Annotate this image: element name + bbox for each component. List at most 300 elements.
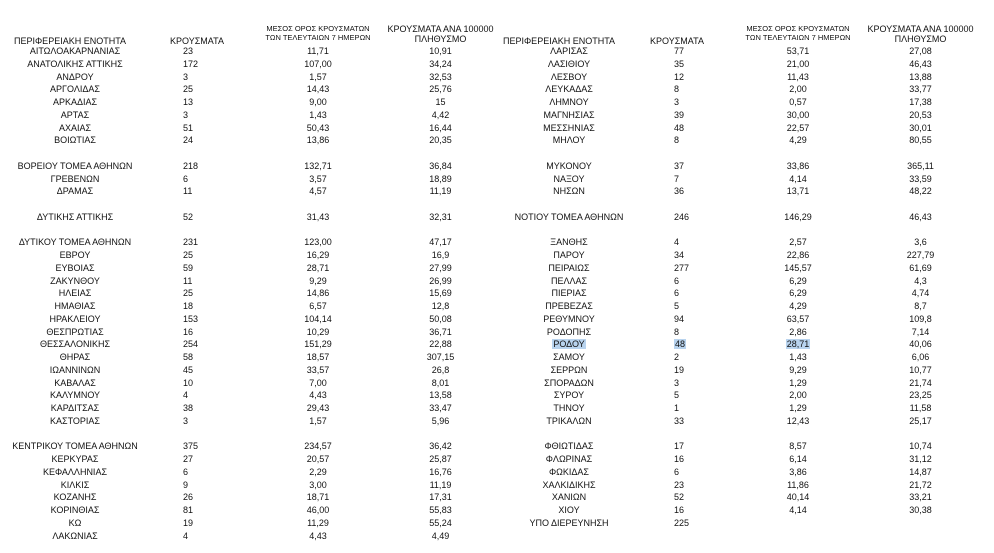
per-100k-value-text: 13,58 bbox=[429, 390, 452, 401]
region-name-text: ΒΟΙΩΤΙΑΣ bbox=[54, 135, 96, 146]
cases-value bbox=[674, 134, 679, 146]
cases-value bbox=[674, 249, 684, 261]
avg-7day-value-text: 1,43 bbox=[309, 109, 327, 120]
cases-value-text: 34 bbox=[674, 250, 685, 260]
region-name-text: ΚΙΛΚΙΣ bbox=[60, 479, 90, 490]
avg-7day-value-text: 4,14 bbox=[789, 505, 807, 515]
region-name-text: ΠΡΕΒΕΖΑΣ bbox=[545, 301, 593, 311]
per-100k-value bbox=[378, 326, 503, 338]
cases-value bbox=[183, 517, 193, 529]
cases-value bbox=[674, 160, 684, 172]
cases-value-text: 6 bbox=[183, 173, 189, 184]
avg-7day-value-text: 20,57 bbox=[306, 454, 330, 464]
region-name-text: ΓΡΕΒΕΝΩΝ bbox=[50, 173, 100, 184]
region-name-text: ΛΑΡΙΣΑΣ bbox=[550, 46, 588, 56]
cases-value-text: 153 bbox=[183, 313, 199, 324]
avg-7day-value-text: 4,43 bbox=[309, 390, 327, 401]
region-name bbox=[498, 351, 640, 363]
avg-7day-value-text: 9,29 bbox=[789, 364, 807, 375]
per-100k-value bbox=[858, 236, 983, 248]
cases-value bbox=[674, 377, 679, 389]
cases-value-text: 231 bbox=[183, 237, 199, 248]
per-100k-value-text: 34,24 bbox=[429, 58, 452, 69]
region-name bbox=[8, 249, 142, 261]
region-name bbox=[8, 71, 142, 83]
cases-value-text: 52 bbox=[183, 211, 194, 222]
per-100k-value bbox=[378, 109, 503, 121]
cases-value bbox=[674, 364, 684, 376]
avg-7day-value-text: 30,00 bbox=[786, 109, 810, 120]
avg-7day-value-text: 13,71 bbox=[786, 186, 810, 197]
per-100k-value-text: 13,88 bbox=[909, 71, 932, 82]
per-100k-value bbox=[378, 134, 503, 146]
per-100k-value bbox=[858, 109, 983, 121]
per-100k-value-text: 6,06 bbox=[911, 352, 930, 362]
avg-7day-value bbox=[738, 504, 858, 516]
avg-7day-value bbox=[738, 160, 858, 172]
avg-7day-value bbox=[738, 109, 858, 121]
avg-7day-value bbox=[738, 275, 858, 287]
per-100k-value-text: 4,42 bbox=[431, 109, 450, 120]
avg-7day-value bbox=[738, 351, 858, 363]
region-name bbox=[8, 160, 142, 172]
region-name bbox=[498, 134, 640, 146]
per-100k-value bbox=[378, 466, 503, 478]
avg-7day-value-text: 6,29 bbox=[789, 288, 807, 299]
per-100k-value-text: 109,8 bbox=[909, 313, 932, 324]
per-100k-value-text: 365,11 bbox=[907, 160, 934, 171]
per-100k-value-text: 32,53 bbox=[429, 71, 452, 82]
avg-7day-value bbox=[258, 275, 378, 287]
region-name-text: ΣΕΡΡΩΝ bbox=[550, 364, 588, 375]
avg-7day-value bbox=[738, 326, 858, 338]
region-name bbox=[8, 109, 142, 121]
per-100k-value bbox=[378, 122, 503, 134]
per-100k-value-text: 307,15 bbox=[426, 352, 455, 362]
cases-value bbox=[674, 504, 684, 516]
per-100k-value-text: 27,08 bbox=[909, 46, 932, 56]
avg-7day-value bbox=[258, 236, 378, 248]
cases-value-text: 11 bbox=[183, 275, 193, 286]
avg-7day-value-text: 2,57 bbox=[789, 237, 807, 248]
per-100k-value bbox=[378, 338, 503, 350]
region-name-text: ΜΑΓΝΗΣΙΑΣ bbox=[543, 109, 595, 120]
avg-7day-value bbox=[258, 160, 378, 172]
region-name bbox=[498, 45, 640, 57]
cases-value bbox=[183, 275, 192, 287]
header-region-left: ΠΕΡΙΦΕΡΕΙΑΚΗ ΕΝΟΤΗΤΑ bbox=[14, 36, 127, 46]
cases-value-text: 33 bbox=[674, 415, 685, 426]
region-name bbox=[498, 211, 640, 223]
per-100k-value-text: 11,58 bbox=[909, 403, 932, 413]
region-name-text: ΕΒΡΟΥ bbox=[59, 250, 91, 260]
header-region-right: ΠΕΡΙΦΕΡΕΙΑΚΗ ΕΝΟΤΗΤΑ bbox=[503, 36, 616, 46]
region-name bbox=[498, 236, 640, 248]
cases-value-text: 11 bbox=[183, 186, 193, 197]
region-name-text: ΧΙΟΥ bbox=[558, 505, 580, 515]
cases-value bbox=[183, 185, 192, 197]
per-100k-value-text: 15,69 bbox=[429, 288, 452, 299]
cases-value-text: 3 bbox=[183, 415, 189, 426]
region-name-text: ΦΛΩΡΙΝΑΣ bbox=[545, 454, 593, 464]
region-name-text: ΝΑΞΟΥ bbox=[553, 173, 585, 184]
per-100k-value bbox=[858, 96, 983, 108]
cases-value-text: 6 bbox=[674, 466, 680, 477]
per-100k-value bbox=[858, 134, 983, 146]
cases-value bbox=[183, 45, 193, 57]
avg-7day-value-text: 28,71 bbox=[306, 262, 330, 273]
region-name-text: ΠΑΡΟΥ bbox=[553, 250, 585, 260]
cases-value bbox=[183, 287, 193, 299]
per-100k-value-text: 32,31 bbox=[429, 211, 452, 222]
avg-7day-value-text: 33,86 bbox=[786, 160, 810, 171]
region-name bbox=[498, 160, 640, 172]
region-name-text: ΣΠΟΡΑΔΩΝ bbox=[544, 377, 594, 388]
cases-value bbox=[674, 275, 679, 287]
region-name bbox=[498, 453, 640, 465]
avg-7day-value bbox=[738, 122, 858, 134]
region-name-text: ΜΥΚΟΝΟΥ bbox=[546, 160, 592, 171]
region-name-text: ΣΥΡΟΥ bbox=[553, 390, 585, 401]
cases-value-text: 7 bbox=[674, 173, 680, 184]
avg-7day-value-text: 46,00 bbox=[306, 505, 330, 515]
cases-value bbox=[674, 415, 684, 427]
cases-value bbox=[183, 262, 193, 274]
cases-value-text: 16 bbox=[674, 505, 685, 515]
region-name bbox=[8, 58, 142, 70]
per-100k-value-text: 21,74 bbox=[909, 377, 932, 388]
per-100k-value bbox=[858, 160, 983, 172]
region-name bbox=[8, 326, 142, 338]
avg-7day-value bbox=[258, 313, 378, 325]
cases-value-text: 1 bbox=[674, 403, 680, 413]
region-name-text: ΗΛΕΙΑΣ bbox=[58, 288, 92, 299]
region-name bbox=[498, 109, 640, 121]
region-name bbox=[498, 58, 640, 70]
cases-value-text: 25 bbox=[183, 288, 194, 299]
region-name-text: ΤΡΙΚΑΛΩΝ bbox=[546, 415, 592, 426]
per-100k-value-text: 22,88 bbox=[429, 339, 452, 350]
per-100k-value-text: 55,24 bbox=[429, 517, 452, 528]
region-name bbox=[8, 402, 142, 414]
avg-7day-value bbox=[738, 415, 858, 427]
per-100k-value bbox=[858, 479, 983, 491]
cases-value-text: 3 bbox=[674, 377, 680, 388]
per-100k-value bbox=[378, 185, 503, 197]
cases-value bbox=[183, 351, 193, 363]
cases-value-text: 6 bbox=[674, 275, 680, 286]
cases-value-text: 19 bbox=[674, 364, 685, 375]
region-name bbox=[8, 313, 142, 325]
region-name bbox=[8, 211, 142, 223]
avg-7day-value-text: 11,86 bbox=[787, 479, 809, 490]
cases-value bbox=[674, 185, 684, 197]
region-name-text: ΒΟΡΕΙΟΥ ΤΟΜΕΑ ΑΘΗΝΩΝ bbox=[17, 160, 133, 171]
region-name-text: ΦΩΚΙΔΑΣ bbox=[549, 466, 589, 477]
avg-7day-value bbox=[738, 173, 858, 185]
per-100k-value bbox=[858, 440, 983, 452]
region-name-text: ΚΕΡΚΥΡΑΣ bbox=[51, 454, 99, 464]
per-100k-value bbox=[858, 122, 983, 134]
per-100k-value-text: 10,77 bbox=[909, 364, 932, 375]
region-name-text: ΦΘΙΩΤΙΔΑΣ bbox=[544, 441, 594, 452]
cases-value bbox=[183, 83, 193, 95]
cases-value bbox=[183, 300, 193, 312]
per-100k-value bbox=[378, 249, 503, 261]
region-name bbox=[8, 173, 142, 185]
avg-7day-value-text: 1,57 bbox=[309, 415, 327, 426]
header-per-left-line2: ΠΛΗΘΥΣΜΟ bbox=[414, 34, 467, 44]
cases-value-text: 81 bbox=[183, 505, 194, 515]
region-name bbox=[8, 338, 142, 350]
per-100k-value bbox=[378, 453, 503, 465]
region-name bbox=[8, 351, 142, 363]
per-100k-value-text: 25,76 bbox=[429, 84, 452, 95]
cases-value bbox=[674, 338, 686, 350]
per-100k-value bbox=[378, 262, 503, 274]
avg-7day-value-text: 1,43 bbox=[789, 352, 807, 362]
per-100k-value bbox=[378, 236, 503, 248]
cases-value bbox=[183, 491, 193, 503]
region-name bbox=[8, 45, 142, 57]
per-100k-value-text: 33,59 bbox=[909, 173, 932, 184]
region-name-text: ΚΑΣΤΟΡΙΑΣ bbox=[50, 415, 100, 426]
per-100k-value-text: 17,38 bbox=[909, 97, 932, 107]
per-100k-value bbox=[378, 211, 503, 223]
cases-value bbox=[183, 173, 188, 185]
region-name bbox=[498, 504, 640, 516]
cases-value-text: 18 bbox=[183, 301, 194, 311]
cases-value bbox=[183, 377, 193, 389]
avg-7day-value bbox=[738, 211, 858, 223]
avg-7day-value-text: 40,14 bbox=[786, 492, 810, 503]
per-100k-value-text: 50,08 bbox=[429, 313, 452, 324]
avg-7day-value bbox=[258, 530, 378, 542]
header-per-right-line1: ΚΡΟΥΣΜΑΤΑ ΑΝΑ 100000 bbox=[867, 24, 974, 34]
avg-7day-value bbox=[738, 262, 858, 274]
per-100k-value bbox=[858, 415, 983, 427]
avg-7day-value-text: 4,29 bbox=[789, 135, 807, 146]
region-name bbox=[498, 389, 640, 401]
per-100k-value-text: 33,47 bbox=[429, 403, 452, 413]
region-name-text: ΑΝΑΤΟΛΙΚΗΣ ΑΤΤΙΚΗΣ bbox=[27, 58, 123, 69]
cases-value-text: 172 bbox=[183, 58, 199, 69]
cases-value bbox=[674, 173, 679, 185]
region-name bbox=[498, 300, 640, 312]
per-100k-value bbox=[378, 415, 503, 427]
per-100k-value-text: 26,99 bbox=[429, 275, 452, 286]
cases-value-text: 8 bbox=[674, 326, 680, 337]
cases-value-text: 52 bbox=[674, 492, 685, 503]
avg-7day-value-text: 13,86 bbox=[306, 135, 330, 146]
cases-value-text: 39 bbox=[674, 109, 685, 120]
per-100k-value-text: 30,38 bbox=[909, 505, 932, 515]
avg-7day-value bbox=[738, 96, 858, 108]
cases-value-text: 19 bbox=[183, 517, 194, 528]
cases-value-text: 4 bbox=[183, 530, 189, 541]
per-100k-value bbox=[378, 491, 503, 503]
cases-value bbox=[674, 96, 679, 108]
cases-value-text: 16 bbox=[674, 454, 685, 464]
per-100k-value-text: 4,74 bbox=[911, 288, 930, 299]
avg-7day-value-text: 1,29 bbox=[789, 403, 807, 413]
avg-7day-value-text: 0,57 bbox=[789, 97, 807, 107]
avg-7day-value-text: 107,00 bbox=[304, 58, 332, 69]
avg-7day-value bbox=[258, 491, 378, 503]
cases-value-text: 25 bbox=[183, 250, 194, 260]
avg-7day-value bbox=[738, 45, 858, 57]
region-name-text: ΠΙΕΡΙΑΣ bbox=[551, 288, 587, 299]
avg-7day-value bbox=[738, 236, 858, 248]
cases-value bbox=[674, 517, 689, 529]
per-100k-value bbox=[858, 504, 983, 516]
per-100k-value-text: 33,21 bbox=[909, 492, 932, 503]
region-name-text: ΑΙΤΩΛΟΑΚΑΡΝΑΝΙΑΣ bbox=[29, 46, 121, 56]
region-name bbox=[498, 83, 640, 95]
per-100k-value-text: 47,17 bbox=[429, 237, 452, 248]
per-100k-value-text: 5,96 bbox=[431, 415, 450, 426]
region-name-text: ΜΕΣΣΗΝΙΑΣ bbox=[543, 122, 595, 133]
per-100k-value bbox=[858, 517, 983, 529]
header-cases-left: ΚΡΟΥΣΜΑΤΑ bbox=[170, 36, 224, 46]
region-name-text: ΝΗΣΩΝ bbox=[553, 186, 585, 197]
cases-value bbox=[674, 83, 679, 95]
cases-value bbox=[674, 58, 684, 70]
avg-7day-value-text: 11,71 bbox=[307, 46, 329, 56]
cases-value bbox=[674, 313, 684, 325]
cases-value-text: 10 bbox=[183, 377, 194, 388]
region-name bbox=[498, 377, 640, 389]
cases-value-text: 8 bbox=[674, 135, 680, 146]
region-name-text: ΤΗΝΟΥ bbox=[553, 403, 585, 413]
region-name-text: ΞΑΝΘΗΣ bbox=[550, 237, 588, 248]
region-name bbox=[498, 440, 640, 452]
avg-7day-value bbox=[738, 491, 858, 503]
cases-value bbox=[183, 326, 193, 338]
per-100k-value-text: 10,91 bbox=[429, 46, 452, 56]
avg-7day-value-text: 151,29 bbox=[304, 339, 332, 350]
region-name bbox=[8, 377, 142, 389]
per-100k-value bbox=[858, 58, 983, 70]
avg-7day-value-text: 2,00 bbox=[789, 84, 807, 95]
avg-7day-value-text: 14,43 bbox=[306, 84, 330, 95]
region-name-text: ΗΜΑΘΙΑΣ bbox=[54, 301, 96, 311]
cases-value bbox=[183, 364, 193, 376]
avg-7day-value-text: 33,57 bbox=[306, 364, 330, 375]
header-avg-right-line2: ΤΩΝ ΤΕΛΕΥΤΑΙΩΝ 7 ΗΜΕΡΩΝ bbox=[745, 33, 851, 42]
avg-7day-value bbox=[258, 517, 378, 529]
avg-7day-value bbox=[258, 122, 378, 134]
avg-7day-value bbox=[738, 377, 858, 389]
cases-value-text: 3 bbox=[183, 71, 189, 82]
cases-value-text: 23 bbox=[183, 46, 194, 56]
region-name bbox=[8, 287, 142, 299]
cases-value-text: 246 bbox=[674, 211, 690, 222]
region-name-text: ΛΑΚΩΝΙΑΣ bbox=[52, 530, 98, 541]
per-100k-value-text: 4,49 bbox=[431, 530, 450, 541]
region-name bbox=[498, 173, 640, 185]
avg-7day-value bbox=[738, 466, 858, 478]
per-100k-value bbox=[858, 351, 983, 363]
avg-7day-value-text: 3,00 bbox=[309, 479, 327, 490]
region-name bbox=[498, 96, 640, 108]
cases-value bbox=[183, 96, 193, 108]
avg-7day-value-text: 63,57 bbox=[786, 313, 810, 324]
per-100k-value-text: 25,87 bbox=[429, 454, 452, 464]
avg-7day-value-text: 9,00 bbox=[309, 97, 327, 107]
avg-7day-value bbox=[738, 287, 858, 299]
header-per-right-line2: ΠΛΗΘΥΣΜΟ bbox=[894, 34, 947, 44]
per-100k-value-text: 16,9 bbox=[431, 250, 450, 260]
per-100k-value bbox=[858, 287, 983, 299]
per-100k-value bbox=[858, 262, 983, 274]
per-100k-value bbox=[378, 504, 503, 516]
cases-value-text: 6 bbox=[183, 466, 189, 477]
avg-7day-value-text: 14,86 bbox=[306, 288, 330, 299]
cases-value bbox=[674, 71, 684, 83]
region-name-text: ΚΕΦΑΛΛΗΝΙΑΣ bbox=[42, 466, 108, 477]
cases-value bbox=[674, 236, 679, 248]
cases-value-text: 38 bbox=[183, 403, 194, 413]
avg-7day-value-text: 1,57 bbox=[309, 71, 327, 82]
cases-value bbox=[674, 466, 679, 478]
per-100k-value bbox=[378, 313, 503, 325]
per-100k-value-text: 25,17 bbox=[909, 415, 932, 426]
cases-value bbox=[674, 300, 679, 312]
per-100k-value-text: 36,71 bbox=[429, 326, 452, 337]
avg-7day-value bbox=[738, 364, 858, 376]
avg-7day-value-text: 22,57 bbox=[786, 122, 810, 133]
per-100k-value-text: 46,43 bbox=[909, 58, 932, 69]
header-avg-left bbox=[258, 24, 378, 42]
region-name bbox=[498, 326, 640, 338]
cases-value bbox=[183, 415, 188, 427]
cases-value-text: 6 bbox=[674, 288, 680, 299]
per-100k-value bbox=[378, 45, 503, 57]
per-100k-value-text: 8,01 bbox=[431, 377, 450, 388]
per-100k-value-text: 36,42 bbox=[429, 441, 452, 452]
per-100k-value-text: 36,84 bbox=[429, 160, 452, 171]
per-100k-value-text: 20,35 bbox=[429, 135, 452, 146]
avg-7day-value-text: 9,29 bbox=[309, 275, 327, 286]
per-100k-value bbox=[858, 326, 983, 338]
per-100k-value bbox=[858, 275, 983, 287]
cases-value bbox=[674, 211, 689, 223]
per-100k-value-text: 11,19 bbox=[429, 479, 452, 490]
avg-7day-value-text: 8,57 bbox=[789, 441, 807, 452]
per-100k-value bbox=[858, 338, 983, 350]
region-name-text: ΡΕΘΥΜΝΟΥ bbox=[543, 313, 595, 324]
per-100k-value bbox=[858, 71, 983, 83]
per-100k-value bbox=[378, 58, 503, 70]
cases-value-text: 35 bbox=[674, 58, 685, 69]
per-100k-value-text: 40,06 bbox=[909, 339, 932, 350]
per-100k-value-text: 14,87 bbox=[909, 466, 932, 477]
cases-value-text: 9 bbox=[183, 479, 189, 490]
region-name-text: ΚΕΝΤΡΙΚΟΥ ΤΟΜΕΑ ΑΘΗΝΩΝ bbox=[12, 441, 138, 452]
avg-7day-value bbox=[738, 71, 858, 83]
region-name bbox=[8, 440, 142, 452]
cases-value bbox=[183, 58, 198, 70]
region-name bbox=[8, 466, 142, 478]
cases-value-text: 25 bbox=[183, 84, 194, 95]
per-100k-value-text: 20,53 bbox=[909, 109, 932, 120]
avg-7day-value bbox=[258, 287, 378, 299]
avg-7day-value bbox=[738, 313, 858, 325]
cases-value bbox=[674, 402, 679, 414]
region-name-text: ΛΑΣΙΘΙΟΥ bbox=[547, 58, 591, 69]
avg-7day-value bbox=[258, 173, 378, 185]
